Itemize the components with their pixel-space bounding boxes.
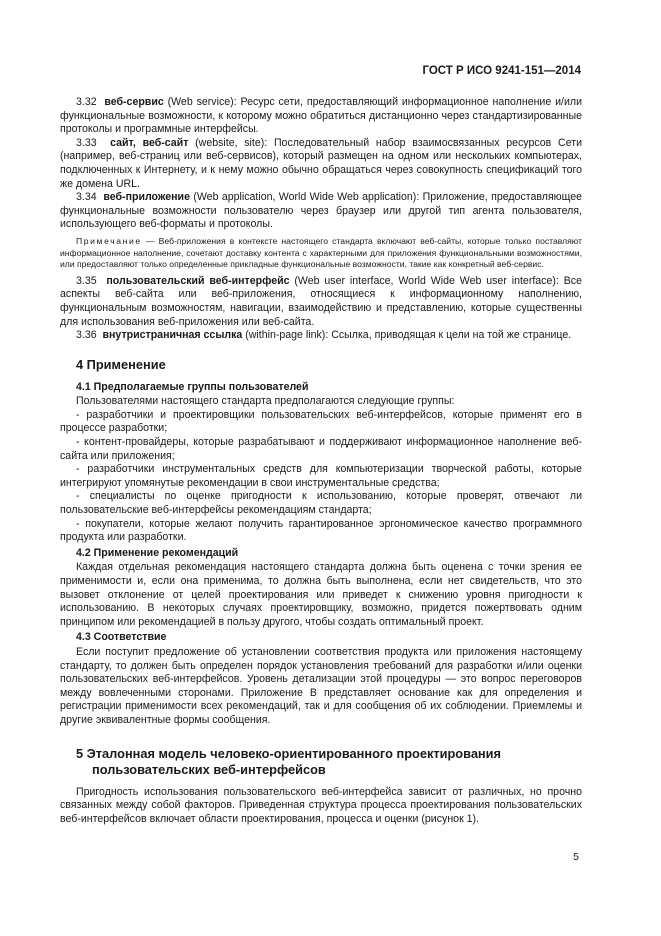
term-definition: (Web application, World Wide Web application): Приложение, предоставляющее функциональные возможности пользователю через браузер или другой тип агента пользователя, использующего веб-форматы и протоколы.	[60, 191, 583, 231]
term-number: 3.34	[76, 191, 97, 204]
page-body	[60, 96, 582, 826]
term-3-36	[60, 329, 582, 343]
term-3-35	[60, 275, 582, 329]
term-definition: (Web user interface, World Wide Web user interface): Все аспекты веб-сайта или веб-приложения, относящиеся к информационному наполнению, функциональным возможностям, навигации, взаимодействию и представлению, которые существенны для использования веб-приложения или веб-сайта.	[60, 274, 582, 328]
term-number: 3.36	[76, 329, 97, 342]
list-item: - специалисты по оценке пригодности к использованию, которые проверят, отвечают ли пользовательские веб-интерфейсы рекомендациям стандарта;	[60, 490, 582, 517]
list-item: - контент-провайдеры, которые разрабатывают и поддерживают информационное наполнение веб-сайта или приложения;	[60, 436, 582, 462]
section-4-2-text: Каждая отдельная рекомендация настоящего стандарта должна быть оценена с точки зрения ее применимости и, если она применима, то должна быть выполнена, если нет свидетельств, что это вызовет отклонение от целей проектирования или приведет к снижению уровня пригодности к использованию. В некоторых случаях проектировщику, возможно, придется пожертвовать одним принципом или рекомендацией в пользу другого, чтобы создать оптимальный проект.	[60, 561, 582, 628]
term-name: пользовательский веб-интерфейс	[106, 274, 290, 287]
term-3-34	[60, 191, 582, 232]
list-item: - покупатели, которые желают получить гарантированное эргономическое качество программного продукта или разработки.	[60, 517, 582, 544]
term-number: 3.33	[76, 136, 97, 149]
term-3-33	[60, 137, 582, 191]
page-number: 5	[573, 851, 579, 863]
section-5-heading: 5 Эталонная модель человеко-ориентированного проектирования пользовательских веб-интерфейсов	[76, 745, 501, 777]
term-name: веб-сервис	[104, 96, 164, 108]
term-name: сайт, веб-сайт	[110, 136, 189, 149]
section-4-2-heading: 4.2 Применение рекомендаций	[76, 546, 239, 559]
section-4-3-text: Если поступит предложение об установлении соответствия продукта или приложения настоящему стандарту, то должен быть определен порядок установления требований для разработки и/или оценки пользовательских веб-интерфейсов. Уровень детализации этой процедуры — это вопрос переговоров между вовлеченными сторонами. Приложение В представляет основание как для определения и регистрации применимости всех рекомендаций, так и для сообщения об их соблюдении. Приемлемы и другие эквивалентные формы сообщения.	[60, 645, 582, 726]
note-text: — Веб-приложения в контексте настоящего стандарта включают веб-сайты, которые только поставляют информационное наполнение, сочетают доставку контента с характерными для приложения функциональными возможностями, или предоставляют только определенные прикладные функциональные возможности, такие как конкретный веб-сервис.	[60, 235, 582, 270]
section-4-heading: 4 Применение	[76, 356, 166, 372]
term-number: 3.35	[76, 274, 97, 287]
note-label: Примечание	[76, 235, 142, 246]
term-definition: (website, site): Последовательный набор взаимосвязанных ресурсов Сети (например, веб-страниц или веб-сервисов), который размещен на одном или нескольких компьютерах, подключенных к Интернету, и к нему можно обычно обращаться через совокупность спецификаций того же домена URL.	[60, 136, 583, 190]
section-4-3-heading: 4.3 Соответствие	[76, 631, 167, 644]
list-item: - разработчики инструментальных средств для компьютеризации творческой работы, которые интегрируют упомянутые рекомендации в свои инструментальные средства;	[60, 463, 582, 489]
term-definition: (Web service): Ресурс сети, предоставляющий информационное наполнение и/или функциональные возможности, к которому можно обратиться дистанционно через стандартизированные протоколы и программные интерфейсы.	[60, 96, 582, 136]
term-name: веб-приложение	[103, 191, 190, 204]
term-3-32	[60, 96, 582, 137]
section-4-1-heading: 4.1 Предполагаемые группы пользователей	[76, 380, 309, 393]
term-name: внутристраничная ссылка	[102, 329, 243, 342]
list-item: - разработчики и проектировщики пользовательских веб-интерфейсов, которые применят его в процессе разработки;	[60, 408, 582, 435]
document-header: ГОСТ Р ИСО 9241-151—2014	[422, 65, 581, 77]
section-4-1-intro: Пользователями настоящего стандарта предполагаются следующие группы:	[76, 395, 455, 408]
term-definition: (within-page link): Ссылка, приводящая к цели на той же странице.	[242, 329, 572, 342]
note-paragraph	[60, 236, 582, 271]
section-5-text: Пригодность использования пользовательского веб-интерфейса зависит от различных, но прочно связанных между собой факторов. Приведенная структура процесса проектирования пользовательских веб-интерфейсов включает области проектирования, процесса и оценки (рисунок 1).	[60, 785, 582, 825]
term-number: 3.32	[76, 96, 97, 108]
